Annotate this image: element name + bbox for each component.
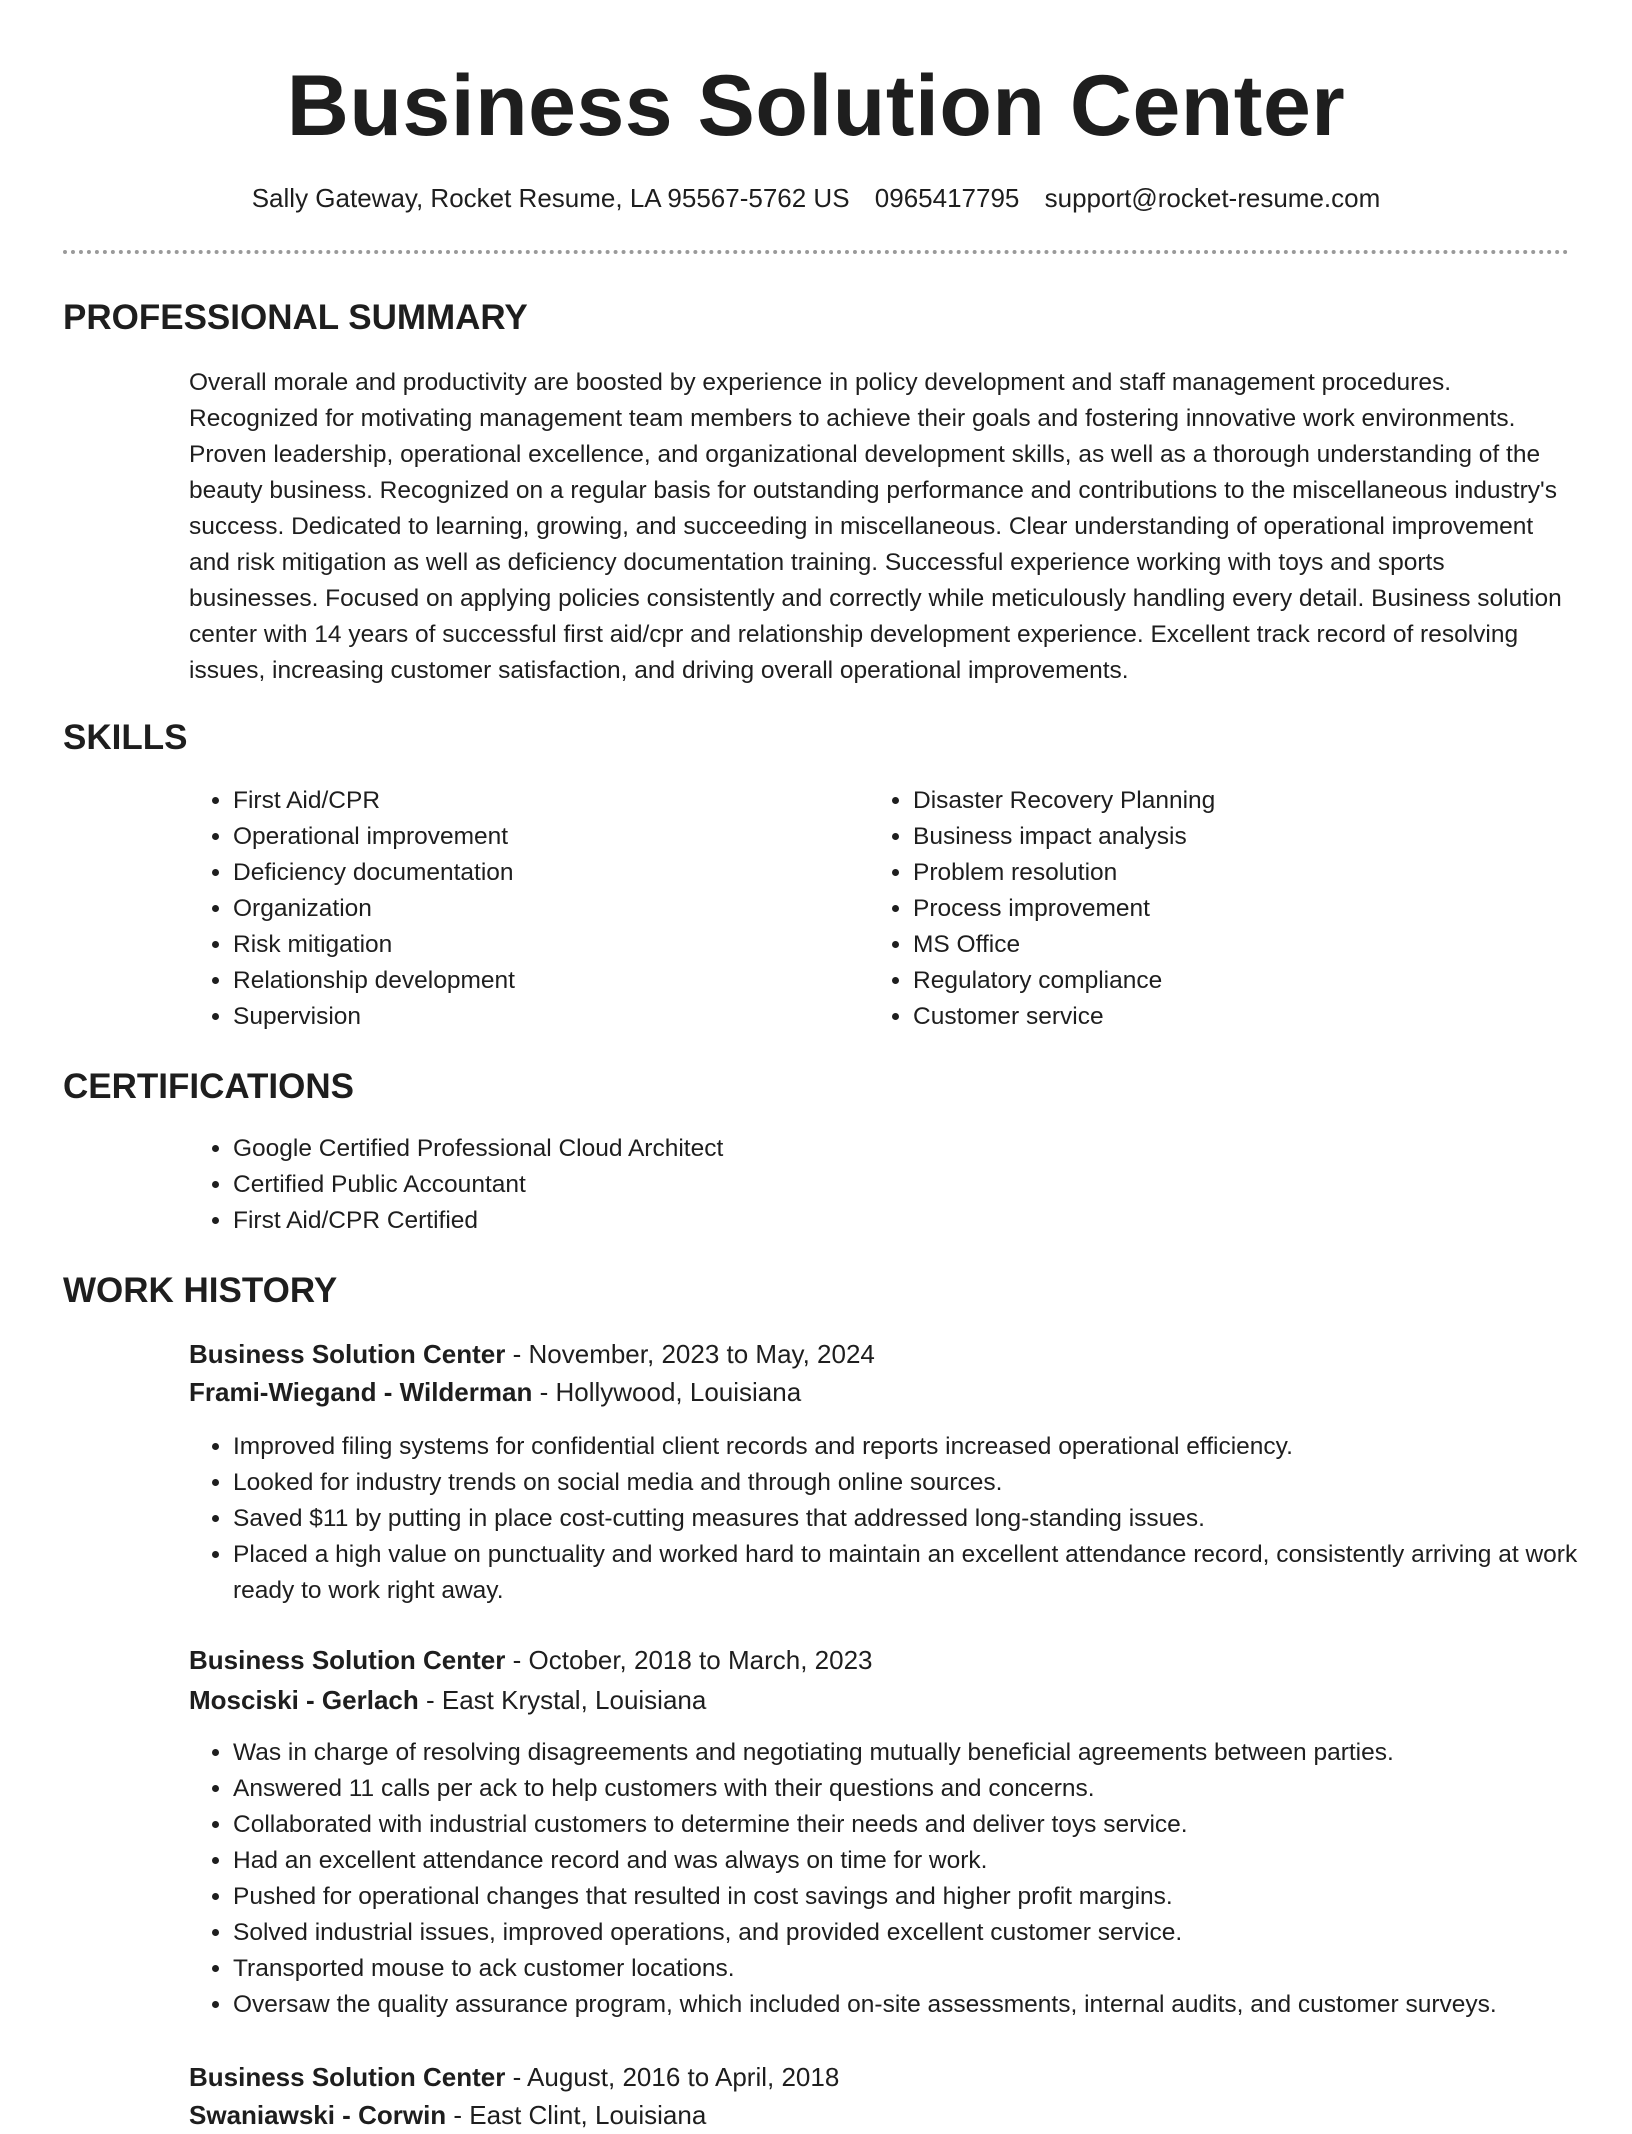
job-company-line (189, 2096, 1569, 2134)
job-title-line (189, 2058, 1569, 2096)
skill-item: • Process improvement (913, 891, 1553, 927)
job-duties-list (189, 1735, 1613, 2023)
job-dates: - October, 2018 to March, 2023 (505, 1645, 873, 1675)
certification-item: • Google Certified Professional Cloud Architect (233, 1131, 1613, 1167)
job-role: Business Solution Center (189, 1339, 506, 1369)
certifications-list (189, 1131, 1613, 1239)
job-duty: • Pushed for operational changes that resulted in cost savings and higher profit margins. (233, 1879, 1613, 1915)
job-title-line (189, 1335, 1569, 1373)
skill-item: • Regulatory compliance (913, 963, 1553, 999)
skill-item: • Deficiency documentation (233, 855, 873, 891)
job-duty: • Placed a high value on punctuality and worked hard to maintain an excellent attendance record, consistently arriving at work ready to work right away. (233, 1537, 1613, 1609)
skill-item: • Operational improvement (233, 819, 873, 855)
job-location: - East Krystal, Louisiana (418, 1685, 707, 1715)
job-role: Business Solution Center (189, 1645, 506, 1675)
job-duty: • Transported mouse to ack customer locations. (233, 1951, 1613, 1987)
job-duty: • Oversaw the quality assurance program, which included on-site assessments, internal audits, and customer surveys. (233, 1987, 1613, 2023)
skill-item: • MS Office (913, 927, 1553, 963)
job-company: Mosciski - Gerlach (189, 1685, 419, 1715)
job-company-line (189, 1373, 1569, 1411)
skill-item: • Risk mitigation (233, 927, 873, 963)
job-dates: - November, 2023 to May, 2024 (505, 1339, 875, 1369)
job-duty: • Looked for industry trends on social media and through online sources. (233, 1465, 1613, 1501)
job-role: Business Solution Center (189, 2062, 506, 2092)
skill-item: • Relationship development (233, 963, 873, 999)
contact-phone: 0965417795 (874, 183, 1020, 213)
contact-email: support@rocket-resume.com (1044, 183, 1381, 213)
job-duty: • Answered 11 calls per ack to help customers with their questions and concerns. (233, 1771, 1613, 1807)
header-divider (63, 250, 1569, 254)
certifications-heading: CERTIFICATIONS (63, 1067, 355, 1106)
job-duty: • Was in charge of resolving disagreements and negotiating mutually beneficial agreements between parties. (233, 1735, 1613, 1771)
candidate-name: Business Solution Center (286, 58, 1346, 154)
job-duties-list (189, 1429, 1613, 1609)
job-duty: • Improved filing systems for confidential client records and reports increased operational efficiency. (233, 1429, 1613, 1465)
job-duty: • Saved $11 by putting in place cost-cutting measures that addressed long-standing issues. (233, 1501, 1613, 1537)
summary-text: Overall morale and productivity are boosted by experience in policy development and staff management procedures. Recognized for motivating management team members to achieve their goals and fostering innovative work environments. Proven leadership, operational excellence, and organizational development skills, as well as a thorough understanding of the beauty business. Recognized on a regular basis for outstanding performance and contributions to the miscellaneous industry's success. Dedicated to learning, growing, and succeeding in miscellaneous. Clear understanding of operational improvement and risk mitigation as well as deficiency documentation training. Successful experience working with toys and sports businesses. Focused on applying policies consistently and correctly while meticulously handling every detail. Business solution center with 14 years of successful first aid/cpr and relationship development experience. Excellent track record of resolving issues, increasing customer satisfaction, and driving overall operational improvements. (189, 369, 1562, 684)
contact-address: Sally Gateway, Rocket Resume, LA 95567-5762 US (251, 183, 850, 213)
job-location: - East Clint, Louisiana (446, 2100, 707, 2130)
skills-list-right (869, 783, 1553, 1035)
job-dates: - August, 2016 to April, 2018 (505, 2062, 840, 2092)
skills-heading: SKILLS (63, 718, 188, 757)
skill-item: • Business impact analysis (913, 819, 1553, 855)
contact-line (0, 180, 1632, 216)
certification-item: • First Aid/CPR Certified (233, 1203, 1613, 1239)
job-company-line (189, 1681, 1569, 1719)
job-company: Frami-Wiegand - Wilderman (189, 1377, 533, 1407)
skill-item: • Organization (233, 891, 873, 927)
job-duty: • Had an excellent attendance record and was always on time for work. (233, 1843, 1613, 1879)
job-duty: • Solved industrial issues, improved operations, and provided excellent customer service. (233, 1915, 1613, 1951)
skills-list-left (189, 783, 873, 1035)
work-history-heading: WORK HISTORY (63, 1271, 338, 1310)
job-title-line (189, 1641, 1569, 1679)
job-duty: • Collaborated with industrial customers to determine their needs and deliver toys service. (233, 1807, 1613, 1843)
job-company: Swaniawski - Corwin (189, 2100, 447, 2130)
skill-item: • Problem resolution (913, 855, 1553, 891)
job-location: - Hollywood, Louisiana (532, 1377, 802, 1407)
skill-item: • Customer service (913, 999, 1553, 1035)
skill-item: • Supervision (233, 999, 873, 1035)
skill-item: • Disaster Recovery Planning (913, 783, 1553, 819)
summary-heading: PROFESSIONAL SUMMARY (63, 298, 528, 337)
certification-item: • Certified Public Accountant (233, 1167, 1613, 1203)
skill-item: • First Aid/CPR (233, 783, 873, 819)
